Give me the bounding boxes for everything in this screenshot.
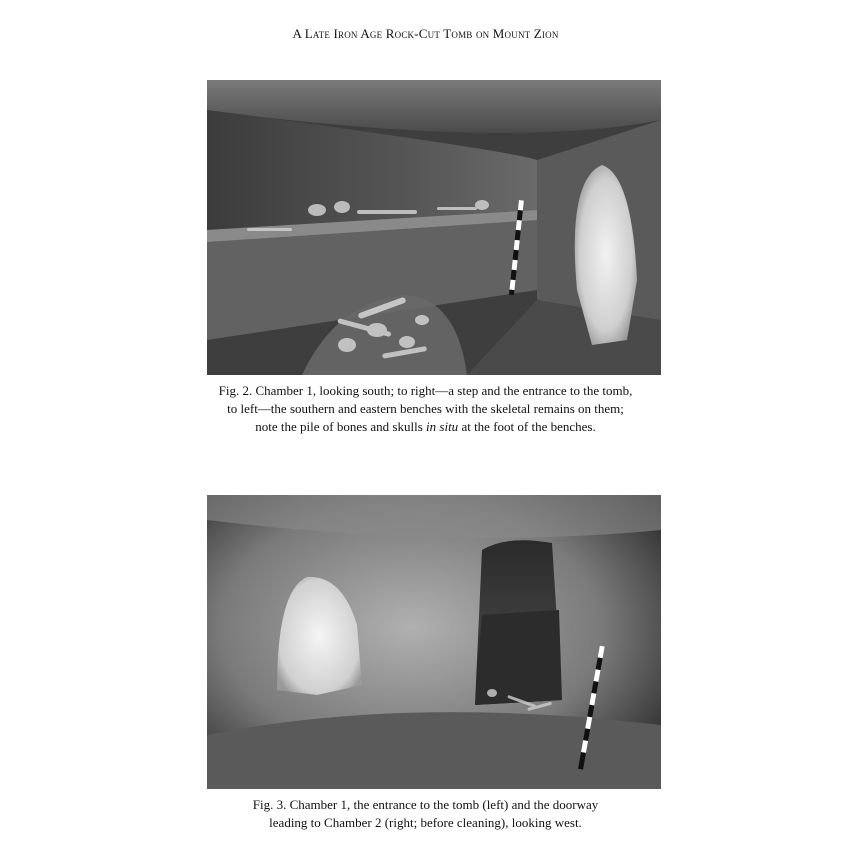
caption-line: Fig. 3. Chamber 1, the entrance to the tomb (left) and the doorway — [252, 797, 599, 812]
caption-line: leading to Chamber 2 (right; before cleaning), looking west. — [269, 815, 582, 830]
figure-3-caption — [0, 796, 851, 832]
caption-line: to left—the southern and eastern benches with the skeletal remains on them; — [227, 401, 624, 416]
chamber-1-south-photo — [207, 80, 661, 375]
caption-line: Fig. 2. Chamber 1, looking south; to right—a step and the entrance to the tomb, — [218, 383, 633, 398]
caption-italic-text: in situ — [426, 419, 459, 434]
running-head: A Late Iron Age Rock-Cut Tomb on Mount Zion — [292, 26, 559, 41]
caption-line — [0, 418, 851, 436]
figure-3-photo — [207, 495, 661, 789]
chamber-1-west-photo — [207, 495, 661, 789]
figure-2-photo — [207, 80, 661, 375]
caption-text: note the pile of bones and skulls — [255, 419, 427, 434]
caption-text: at the foot of the benches. — [458, 419, 596, 434]
figure-2-caption — [0, 382, 851, 436]
